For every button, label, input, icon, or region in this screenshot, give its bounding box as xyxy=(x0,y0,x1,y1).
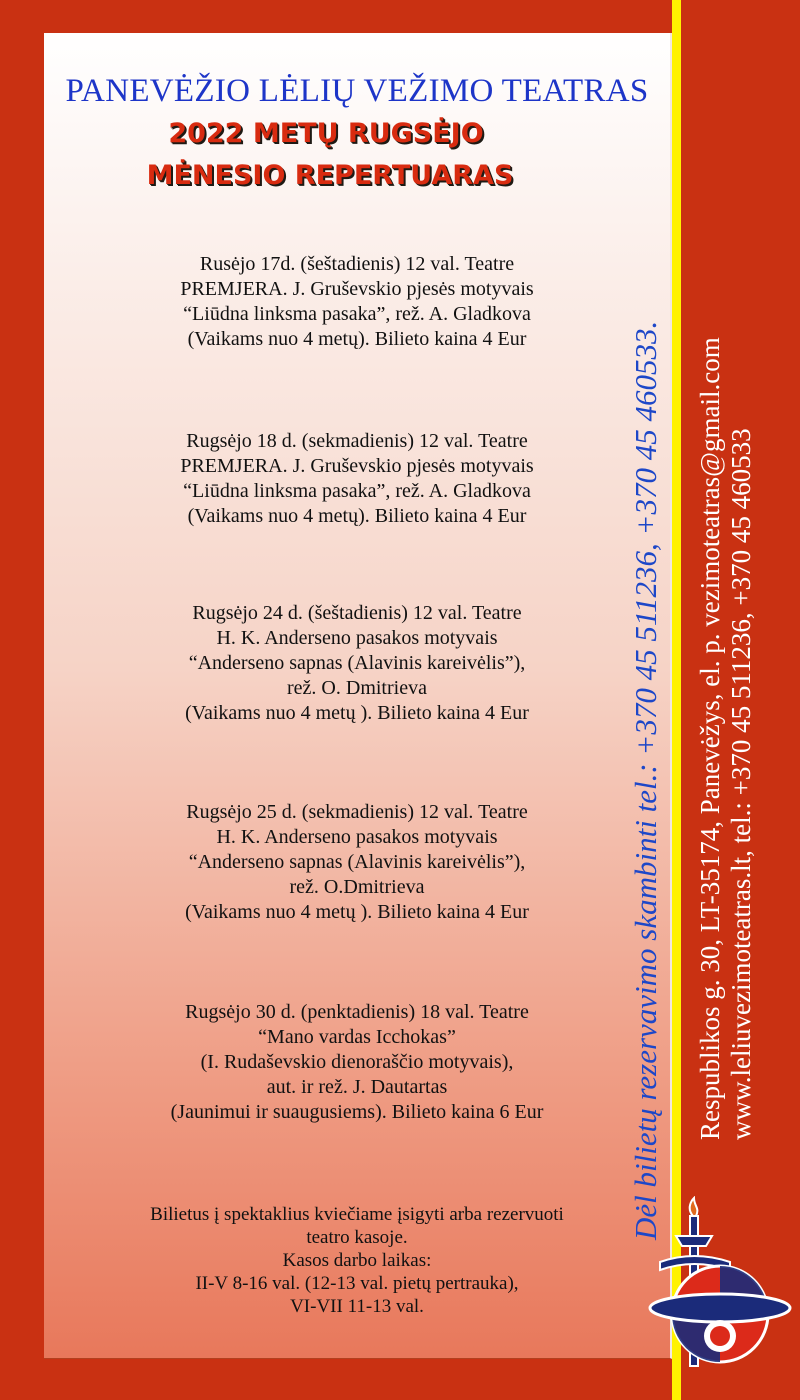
event-line: (Vaikams nuo 4 metų ). Bilieto kaina 4 Eur xyxy=(185,901,529,923)
event-line: Rugsėjo 25 d. (sekmadienis) 12 val. Teatre xyxy=(186,801,528,823)
theatre-logo-icon xyxy=(648,1196,798,1368)
event-line: (Vaikams nuo 4 metų). Bilieto kaina 4 Eur xyxy=(187,505,527,527)
event-sep-24 xyxy=(44,601,670,726)
event-line: PREMJERA. J. Gruševskio pjesės motyvais xyxy=(180,278,534,300)
event-line: (I. Rudaševskio dienoraščio motyvais), xyxy=(200,1051,514,1073)
heading-year-month: 2022 METŲ RUGSĖJO xyxy=(168,118,484,149)
event-line: aut. ir rež. J. Dautartas xyxy=(266,1076,448,1098)
event-line: “Liūdna linksma pasaka”, rež. A. Gladkova xyxy=(183,303,531,325)
ticket-office-info xyxy=(44,1203,670,1318)
contact-info xyxy=(695,337,757,1140)
ticket-line: VI-VII 11-13 val. xyxy=(290,1296,424,1317)
contact-web-line: www.leliuvezimoteatras.lt, tel.: +370 45 511236, +370 45 460533 xyxy=(726,428,756,1140)
ticket-line: Bilietus į spektaklius kviečiame įsigyti arba rezervuoti xyxy=(150,1204,564,1225)
booking-phone-text: Dėl bilietų rezervavimo skambinti tel.: +370 45 511236, +370 45 460533. xyxy=(628,320,663,1240)
ticket-line: Kasos darbo laikas: xyxy=(282,1250,432,1271)
event-line: “Liūdna linksma pasaka”, rež. A. Gladkova xyxy=(183,480,531,502)
event-line: Rugsėjo 18 d. (sekmadienis) 12 val. Teatre xyxy=(186,430,528,452)
event-line: Rugsėjo 30 d. (penktadienis) 18 val. Teatre xyxy=(185,1001,529,1023)
event-line: (Vaikams nuo 4 metų). Bilieto kaina 4 Eur xyxy=(187,328,527,350)
heading-repertoire: MĖNESIO REPERTUARAS xyxy=(146,160,514,191)
yellow-divider xyxy=(672,0,681,1400)
ticket-line: II-V 8-16 val. (12-13 val. pietų pertrauka), xyxy=(195,1273,519,1294)
event-sep-25 xyxy=(44,800,670,925)
event-line: (Vaikams nuo 4 metų ). Bilieto kaina 4 Eur xyxy=(185,702,529,724)
event-sep-30 xyxy=(44,1000,670,1125)
event-sep-17 xyxy=(44,252,670,352)
event-line: rež. O.Dmitrieva xyxy=(289,876,425,898)
event-line: “Anderseno sapnas (Alavinis kareivėlis”), xyxy=(188,652,526,674)
event-line: (Jaunimui ir suaugusiems). Bilieto kaina 6 Eur xyxy=(170,1101,544,1123)
event-line: Rusėjo 17d. (šeštadienis) 12 val. Teatre xyxy=(199,253,515,275)
event-line: Rugsėjo 24 d. (šeštadienis) 12 val. Teatre xyxy=(192,602,522,624)
theatre-name: PANEVĖŽIO LĖLIŲ VEŽIMO TEATRAS xyxy=(65,73,649,109)
event-line: PREMJERA. J. Gruševskio pjesės motyvais xyxy=(180,455,534,477)
event-line: “Mano vardas Icchokas” xyxy=(258,1026,456,1048)
event-line: H. K. Anderseno pasakos motyvais xyxy=(216,627,498,649)
ticket-line: teatro kasoje. xyxy=(306,1227,408,1248)
contact-address-line: Respublikos g. 30, LT-35174, Panevėžys, el. p. vezimoteatras@gmail.com xyxy=(695,337,725,1140)
event-line: “Anderseno sapnas (Alavinis kareivėlis”), xyxy=(188,851,526,873)
event-line: rež. O. Dmitrieva xyxy=(287,677,427,699)
event-line: H. K. Anderseno pasakos motyvais xyxy=(216,826,498,848)
event-sep-18 xyxy=(44,429,670,529)
